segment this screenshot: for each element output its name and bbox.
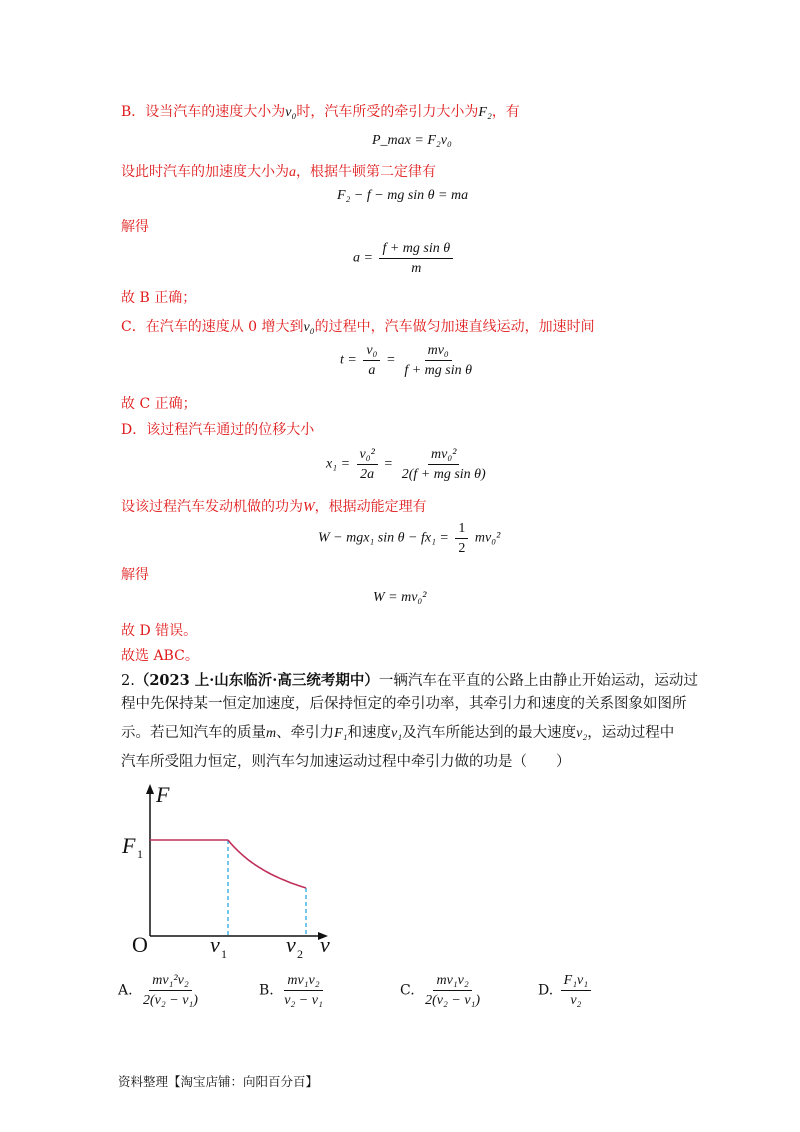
v2-tick-label: v [286,932,296,957]
option-b-correct: 故 B 正确； [121,290,197,306]
question-line-1: 2.（2023 上·山东临沂·高三统考期中）一辆汽车在平直的公路上由静止开始运动，运动过 [121,672,698,689]
option-a[interactable]: A. $\frac{\text{mv₁²v₂}}{\text{2(v₂ − v₁)}}$ [118,973,198,1008]
f1-tick-label: F [122,833,136,858]
y-axis-arrow [146,784,154,794]
option-b[interactable]: B. $\frac{\text{mv₁v₂}}{\text{v₂ − v₁}}$ [259,973,323,1008]
question-line-4: 汽车所受阻力恒定，则汽车匀加速运动过程中牵引力做的功是（ ） [121,754,571,770]
jiede-label-2: 解得 [121,567,149,583]
equation-acceleration: a = $\frac{\text{f + mg sin θ}}{m}$ [353,240,456,277]
v1-tick-subscript: 1 [221,947,227,961]
option-d-intro: D．该过程汽车通过的位移大小 [121,422,315,438]
x-axis-label: v [320,932,330,957]
footer-note: 资料整理【淘宝店铺：向阳百分百】 [118,1074,319,1089]
acceleration-intro: 设此时汽车的加速度大小为a，根据牛顿第二定律有 [121,164,436,180]
option-c-intro: C．在汽车的速度从 0 增大到v₀的过程中，汽车做匀加速直线运动，加速时间 [121,319,595,335]
option-d[interactable]: D. $\frac{\text{F₁v₁}}{\text{v₂}}$ [538,972,594,1009]
option-c-correct: 故 C 正确； [121,396,197,412]
equation-time: t = $\frac{\text{v₀}}{a}$ = $\frac{\text{mv₀}}{\text{f + mg sin θ}}$ [340,343,473,378]
y-axis-label: F [156,782,170,807]
v2-tick-subscript: 2 [297,947,303,961]
force-velocity-graph [110,780,350,965]
origin-label: O [132,932,148,957]
f1-tick-subscript: 1 [137,847,143,861]
question-line-3: 示。若已知汽车的质量m、牵引力F₁和速度v₁及汽车所能达到的最大速度v₂，运动过程中 [121,725,675,741]
option-c[interactable]: C. $\frac{\text{mv₁v₂}}{\text{2(v₂ − v₁)}}$ [400,973,481,1008]
option-d-wrong: 故 D 错误。 [121,623,198,639]
final-answer: 故选 ABC。 [121,648,199,664]
work-intro: 设该过程汽车发动机做的功为W，根据动能定理有 [121,499,427,515]
equation-newton: F₂ − f − mg sin θ = ma [337,188,469,203]
v1-tick-label: v [210,932,220,957]
question-source: （2023 上·山东临沂·高三统考期中） [134,672,379,689]
question-line-2: 程中先保持某一恒定加速度，后保持恒定的牵引功率，其牵引力和速度的关系图象如图所 [121,696,687,712]
option-b-intro: B．设当汽车的速度大小为v₀时，汽车所受的牵引力大小为F₂，有 [121,104,520,120]
equation-work-result: W = mv₀² [373,590,427,605]
constant-power-curve [228,840,306,888]
equation-work-energy: W − mgx₁ sin θ − fx₁ = $\frac{1}{2}$ mv₀² [318,521,501,556]
equation-power: P_max = F₂v₀ [372,133,452,148]
equation-displacement: x₁ = $\frac{\text{v₀²}}{2a}$ = $\frac{\text{mv₀²}}{\text{2(f + mg sin θ)}}$ [326,447,486,482]
jiede-label-1: 解得 [121,219,149,235]
